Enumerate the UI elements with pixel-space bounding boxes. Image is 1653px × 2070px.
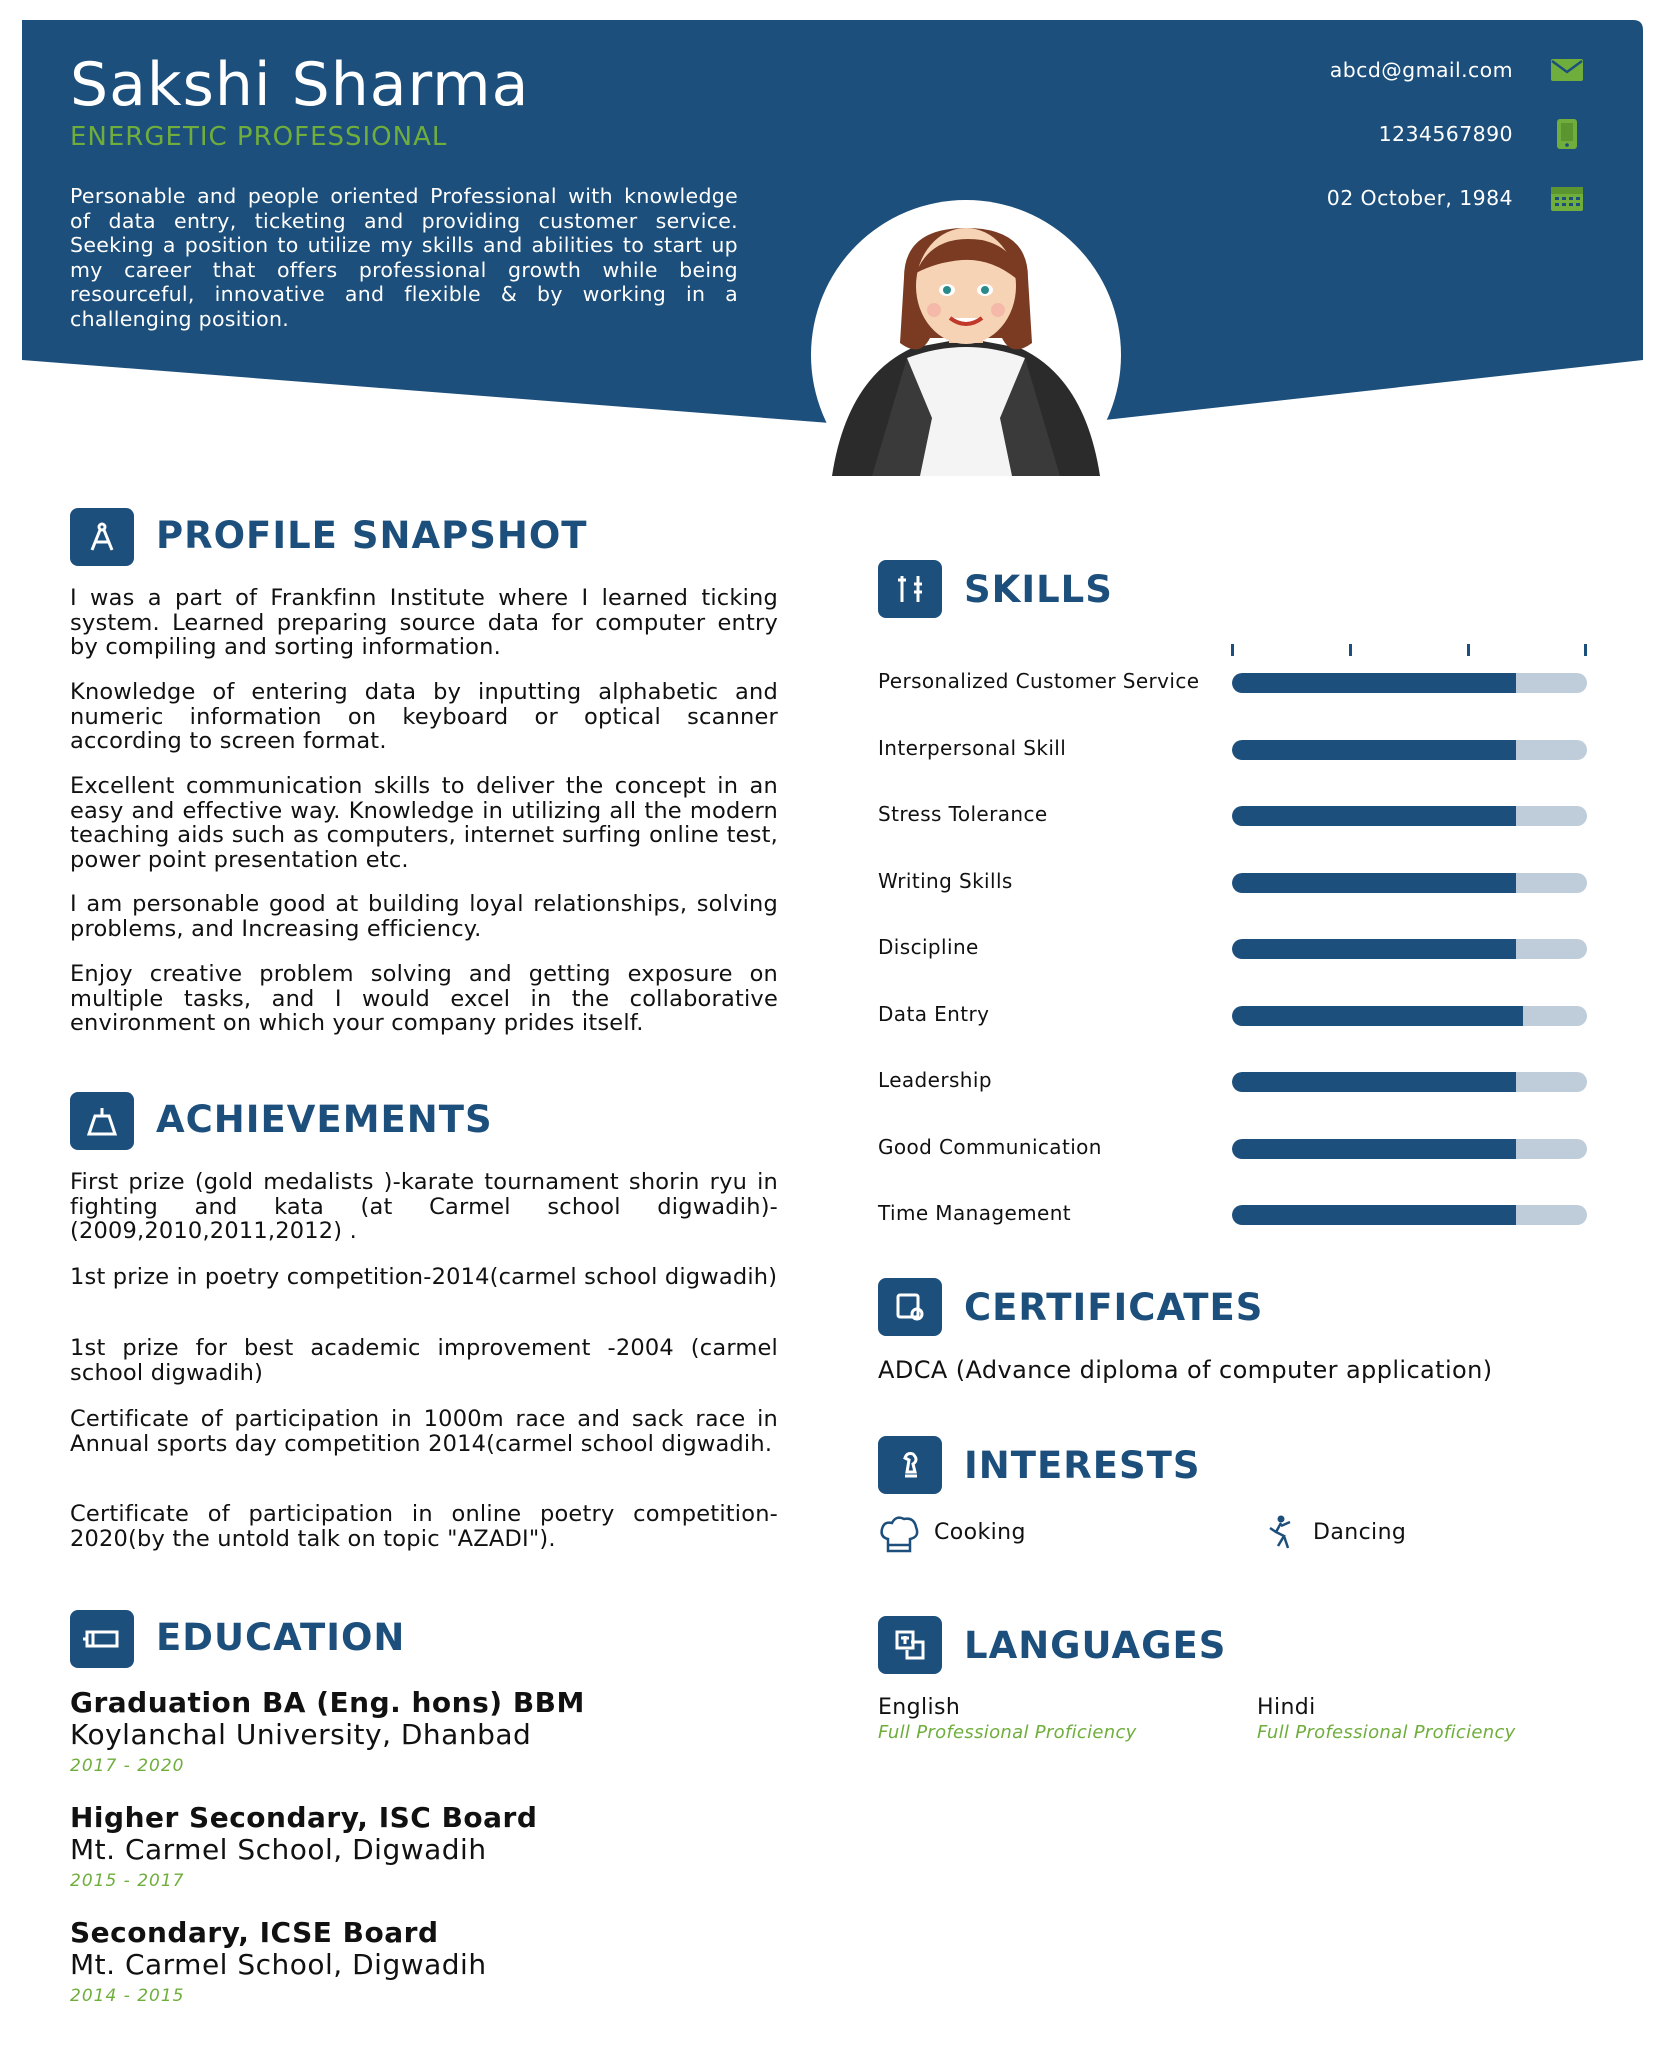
profile-paragraph: I was a part of Frankfinn Institute where I learned ticking system. Learned preparing source data for computer entry by compiling and sorting information. bbox=[70, 585, 778, 660]
dancer-icon bbox=[1266, 1514, 1296, 1556]
graduation-icon bbox=[70, 1610, 134, 1668]
chef-hat-icon bbox=[878, 1515, 920, 1555]
skill-label: Interpersonal Skill bbox=[878, 736, 1067, 760]
skill-bar-fill bbox=[1232, 939, 1516, 959]
achievement-item: First prize (gold medalists )-karate tournament shorin ryu in fighting and kata (at Carmel school digwadih)-(2009,2010,2011,2012) . bbox=[70, 1169, 778, 1244]
skill-bar-fill bbox=[1232, 673, 1516, 693]
interest-label: Dancing bbox=[1313, 1520, 1407, 1545]
scale-tick bbox=[1467, 644, 1470, 656]
interest-label: Cooking bbox=[934, 1520, 1026, 1545]
education-years: 2014 - 2015 bbox=[70, 1986, 185, 2006]
skill-bar bbox=[1232, 1072, 1587, 1092]
languages-section-title: LANGUAGES bbox=[964, 1624, 1227, 1667]
chess-icon bbox=[878, 1436, 942, 1494]
profile-paragraph: I am personable good at building loyal relationships, solving problems, and Increasing efficiency. bbox=[70, 891, 778, 942]
skill-label: Personalized Customer Service bbox=[878, 669, 1200, 693]
skill-label: Discipline bbox=[878, 935, 979, 959]
compass-icon bbox=[70, 508, 134, 566]
trophy-icon bbox=[70, 1092, 134, 1150]
achievement-item: 1st prize for best academic improvement -2004 (carmel school digwadih) bbox=[70, 1335, 778, 1386]
achievements-section-title: ACHIEVEMENTS bbox=[156, 1098, 493, 1141]
phone-icon bbox=[1556, 118, 1578, 150]
certificates-section-title: CERTIFICATES bbox=[964, 1286, 1264, 1329]
skill-bar-fill bbox=[1232, 806, 1516, 826]
scale-tick bbox=[1231, 644, 1234, 656]
education-school: Mt. Carmel School, Digwadih bbox=[70, 1833, 487, 1866]
skill-bar-fill bbox=[1232, 1072, 1516, 1092]
education-school: Koylanchal University, Dhanbad bbox=[70, 1718, 532, 1751]
language-name: Hindi bbox=[1257, 1695, 1316, 1720]
calendar-icon bbox=[1550, 184, 1584, 212]
email-icon bbox=[1550, 58, 1584, 82]
skill-bar-fill bbox=[1232, 740, 1516, 760]
skill-bar bbox=[1232, 1006, 1587, 1026]
profile-paragraph: Knowledge of entering data by inputting alphabetic and numeric information on keyboard or optical scanner according to screen format. bbox=[70, 679, 778, 754]
education-degree: Graduation BA (Eng. hons) BBM bbox=[70, 1686, 585, 1719]
education-years: 2017 - 2020 bbox=[70, 1756, 185, 1776]
language-level: Full Professional Proficiency bbox=[1257, 1722, 1516, 1743]
language-name: English bbox=[878, 1695, 961, 1720]
interests-section-title: INTERESTS bbox=[964, 1444, 1201, 1487]
certificate-icon bbox=[878, 1278, 942, 1336]
skill-bar bbox=[1232, 806, 1587, 826]
education-degree: Higher Secondary, ISC Board bbox=[70, 1801, 538, 1834]
phone-text: 1234567890 bbox=[1378, 122, 1513, 146]
skill-bar bbox=[1232, 673, 1587, 693]
skill-bar-fill bbox=[1232, 1139, 1516, 1159]
education-degree: Secondary, ICSE Board bbox=[70, 1916, 439, 1949]
education-school: Mt. Carmel School, Digwadih bbox=[70, 1948, 487, 1981]
achievement-item: 1st prize in poetry competition-2014(carmel school digwadih) bbox=[70, 1264, 778, 1290]
skill-label: Good Communication bbox=[878, 1135, 1102, 1159]
email-text: abcd@gmail.com bbox=[1329, 58, 1513, 82]
achievement-item: Certificate of participation in 1000m race and sack race in Annual sports day competition 2014(carmel school digwadih. bbox=[70, 1406, 778, 1457]
candidate-name: Sakshi Sharma bbox=[70, 50, 530, 120]
tools-icon bbox=[878, 560, 942, 618]
dob-text: 02 October, 1984 bbox=[1326, 186, 1513, 210]
skill-bar-fill bbox=[1232, 873, 1516, 893]
skill-label: Time Management bbox=[878, 1201, 1072, 1225]
skills-section-title: SKILLS bbox=[964, 568, 1113, 611]
scale-tick bbox=[1584, 644, 1587, 656]
skill-bar bbox=[1232, 1139, 1587, 1159]
scale-tick bbox=[1349, 644, 1352, 656]
achievement-item: Certificate of participation in online poetry competition-2020(by the untold talk on topic "AZADI"). bbox=[70, 1501, 778, 1552]
profile-paragraph: Enjoy creative problem solving and getting exposure on multiple tasks, and I would excel in the collaborative environment on which your company prides itself. bbox=[70, 961, 778, 1036]
skill-bar bbox=[1232, 939, 1587, 959]
certificate-item: ADCA (Advance diploma of computer application) bbox=[878, 1356, 1493, 1384]
profile-avatar bbox=[812, 218, 1120, 481]
profile-paragraph: Excellent communication skills to deliver the concept in an easy and effective way. Knowledge in utilizing all the modern teaching aids such as computers, internet surfing online test, power point presentation etc. bbox=[70, 773, 778, 873]
skill-label: Stress Tolerance bbox=[878, 802, 1048, 826]
summary-text: Personable and people oriented Professional with knowledge of data entry, ticketing and providing customer service. Seeking a position to utilize my skills and abilities to start up my career that offers professional growth while being resourceful, innovative and flexible & by working in a challenging position. bbox=[70, 184, 738, 331]
education-section-title: EDUCATION bbox=[156, 1616, 406, 1659]
skill-bar bbox=[1232, 740, 1587, 760]
skill-bar bbox=[1232, 1205, 1587, 1225]
skill-label: Leadership bbox=[878, 1068, 992, 1092]
skill-bar bbox=[1232, 873, 1587, 893]
education-years: 2015 - 2017 bbox=[70, 1871, 185, 1891]
skill-label: Data Entry bbox=[878, 1002, 990, 1026]
translate-icon bbox=[878, 1616, 942, 1674]
skill-bar-fill bbox=[1232, 1006, 1523, 1026]
candidate-tagline: ENERGETIC PROFESSIONAL bbox=[70, 122, 448, 152]
profile-section-title: PROFILE SNAPSHOT bbox=[156, 514, 588, 557]
skill-label: Writing Skills bbox=[878, 869, 1013, 893]
skill-bar-fill bbox=[1232, 1205, 1516, 1225]
language-level: Full Professional Proficiency bbox=[878, 1722, 1137, 1743]
